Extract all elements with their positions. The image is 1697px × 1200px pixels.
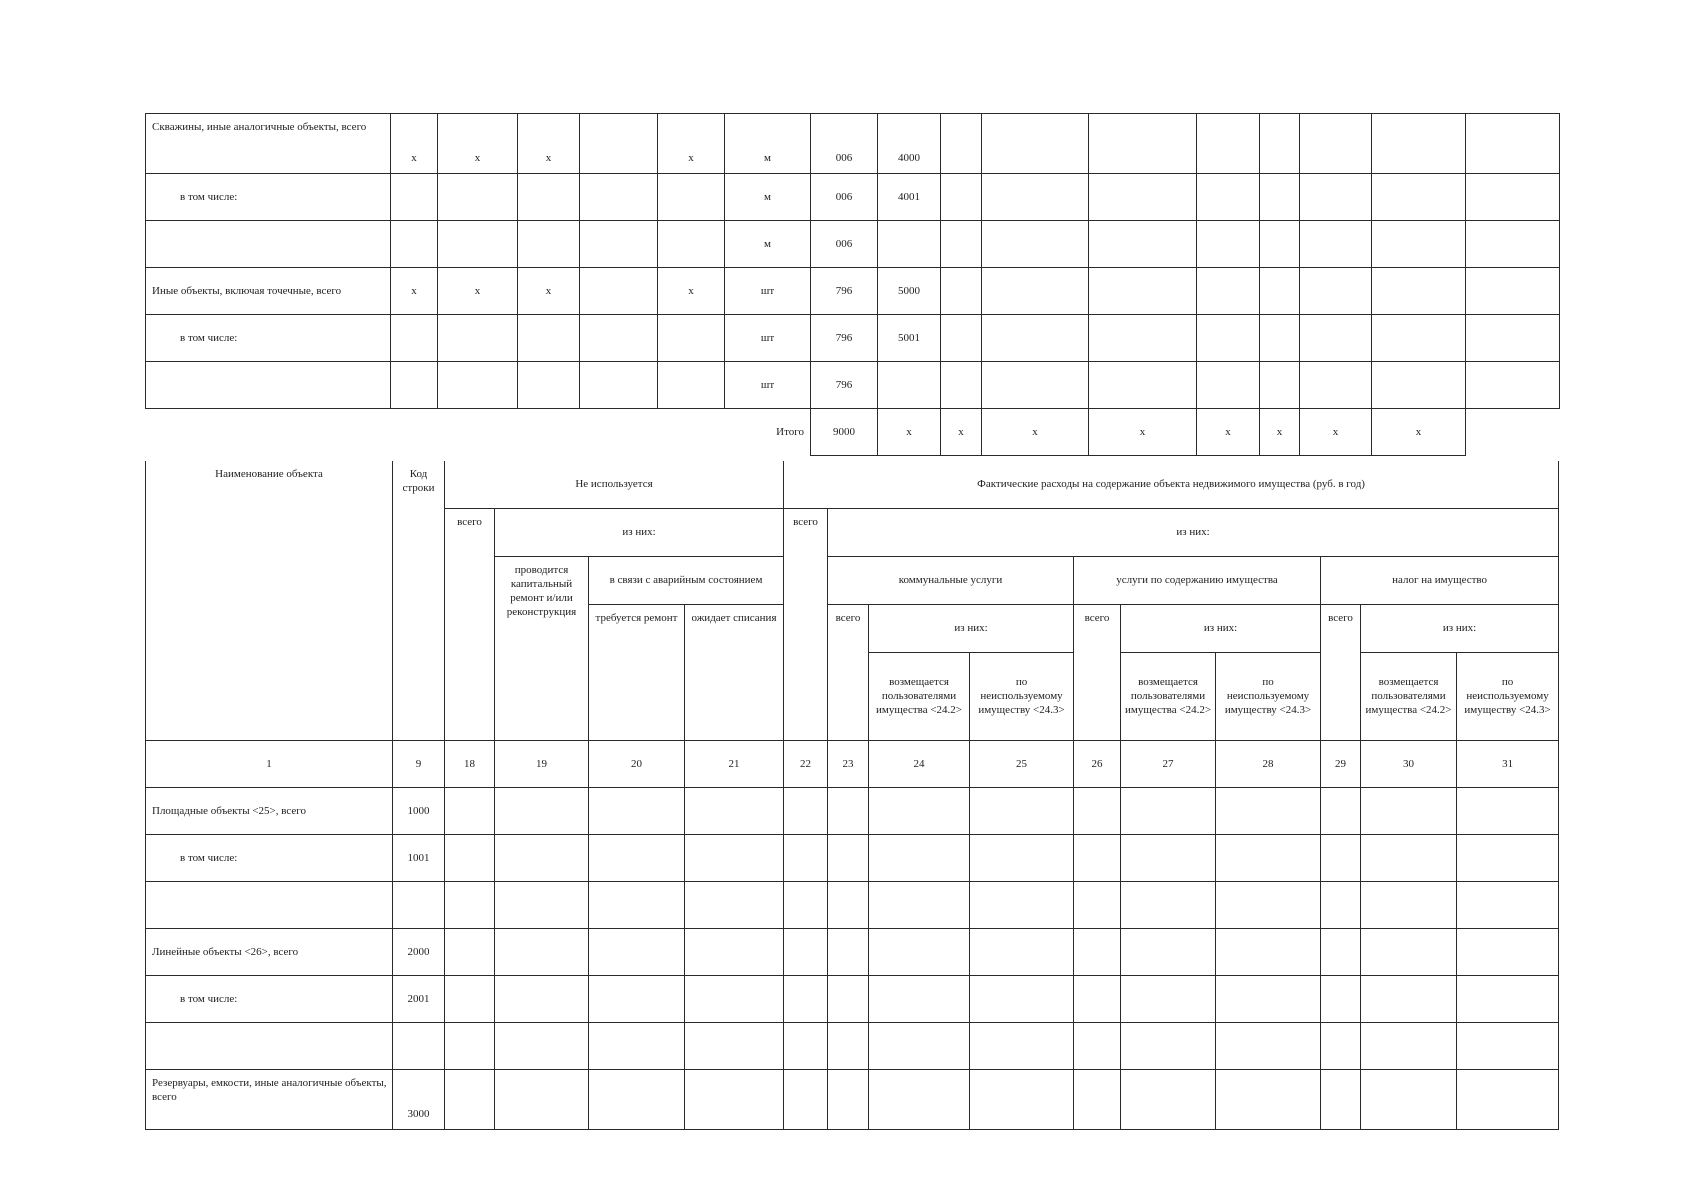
empty-cell [828,1022,869,1069]
empty-cell [970,834,1074,881]
empty-cell [970,1022,1074,1069]
empty-cell [869,928,970,975]
empty-cell [828,834,869,881]
empty-cell [1216,787,1321,834]
upper-table-row [146,268,1560,315]
empty-cell [1260,114,1300,174]
empty-cell [982,114,1089,174]
empty-cell [495,928,589,975]
cell-unit: м [725,174,811,221]
empty-cell [982,221,1089,268]
object-name-cell: Линейные объекты <26>, всего [146,928,393,975]
empty-cell [869,975,970,1022]
lower-table-row [146,787,1559,834]
header-utilities-reimbursed: возмещается пользователями имущества <24.2> [869,652,970,740]
empty-cell [589,928,685,975]
empty-cell [784,787,828,834]
empty-cell [941,268,982,315]
cell-unit: шт [725,315,811,362]
empty-cell [1300,315,1372,362]
cell-c3 [518,362,580,409]
empty-cell [1457,1022,1559,1069]
header-actual-expenses: Фактические расходы на содержание объекта недвижимого имущества (руб. в год) [784,461,1559,508]
header-utilities-of-them: из них: [869,604,1074,652]
empty-cell [1121,881,1216,928]
cell-c2 [438,362,518,409]
empty-cell [1300,114,1372,174]
cell-c4 [580,174,658,221]
cell-c5 [658,174,725,221]
empty-cell [970,1069,1074,1129]
empty-cell [869,787,970,834]
row-code-cell: 2001 [393,975,445,1022]
lower-table-row [146,1022,1559,1069]
empty-cell [685,834,784,881]
empty-cell [1300,174,1372,221]
cell-c3: х [518,114,580,174]
empty-cell [1089,315,1197,362]
empty-cell [1466,268,1560,315]
empty-cell [445,1069,495,1129]
empty-cell [685,975,784,1022]
empty-cell [589,1022,685,1069]
cell-code: 4001 [878,174,941,221]
empty-cell [1121,975,1216,1022]
header-tax-of-them: из них: [1361,604,1559,652]
empty-cell [970,928,1074,975]
row-code-cell [393,881,445,928]
empty-cell [1361,975,1457,1022]
row-code-cell: 3000 [393,1069,445,1129]
cell-c2 [438,221,518,268]
empty-cell [1260,315,1300,362]
header-awaiting-writeoff: ожидает списания [685,604,784,740]
cell-c5 [658,315,725,362]
empty-cell [1300,268,1372,315]
empty-cell [495,834,589,881]
empty-cell [970,975,1074,1022]
empty-cell [1466,221,1560,268]
header-expenses-of-them: из них: [828,508,1559,556]
cell-code: 4000 [878,114,941,174]
empty-cell [1457,881,1559,928]
empty-cell [869,1022,970,1069]
header-utilities-unused: по неиспользуемому имуществу <24.3> [970,652,1074,740]
empty-cell [1260,174,1300,221]
column-numbers-row [146,740,1559,787]
empty-cell [828,928,869,975]
empty-cell [1300,362,1372,409]
header-tax-reimbursed: возмещается пользователями имущества <24.2> [1361,652,1457,740]
cell-okei: 006 [811,114,878,174]
empty-cell [1372,268,1466,315]
empty-cell [445,834,495,881]
empty-cell [784,834,828,881]
cell-c1 [391,362,438,409]
column-number: 27 [1121,740,1216,787]
empty-cell [1372,362,1466,409]
cell-c4 [580,315,658,362]
object-name-cell [146,881,393,928]
empty-cell [1321,881,1361,928]
empty-cell [685,928,784,975]
header-maintenance-total: всего [1074,604,1121,740]
empty-cell [1074,834,1121,881]
object-name-cell: Иные объекты, включая точечные, всего [146,268,391,315]
header-object-name: Наименование объекта [146,461,393,740]
empty-cell [982,362,1089,409]
cell-unit: шт [725,268,811,315]
object-name-cell: Площадные объекты <25>, всего [146,787,393,834]
cell-okei: 006 [811,174,878,221]
cell-c3 [518,221,580,268]
empty-cell [784,881,828,928]
empty-cell [1321,787,1361,834]
empty-cell [1197,114,1260,174]
empty-cell [1074,787,1121,834]
header-not-used-total: всего [445,508,495,740]
empty-cell [1197,221,1260,268]
empty-cell [1466,174,1560,221]
empty-cell [1216,975,1321,1022]
header-maintenance-reimbursed: возмещается пользователями имущества <24.2> [1121,652,1216,740]
empty-cell [1074,928,1121,975]
object-name-cell: Скважины, иные аналогичные объекты, всего [146,114,391,174]
empty-cell [1372,174,1466,221]
empty-cell [1260,268,1300,315]
column-number: 31 [1457,740,1559,787]
empty-cell [1089,268,1197,315]
empty-cell [1216,928,1321,975]
total-mark: х [1300,409,1372,456]
cell-c3 [518,315,580,362]
header-property-tax: налог на имущество [1321,556,1559,604]
empty-cell [784,975,828,1022]
empty-cell [1260,362,1300,409]
empty-cell [869,881,970,928]
empty-cell [982,315,1089,362]
empty-cell [1121,787,1216,834]
cell-okei: 796 [811,268,878,315]
empty-cell [589,787,685,834]
empty-cell [495,975,589,1022]
empty-cell [1197,174,1260,221]
empty-cell [1457,975,1559,1022]
total-mark: х [1197,409,1260,456]
empty-cell [1121,928,1216,975]
empty-cell [784,1022,828,1069]
lower-table-row [146,881,1559,928]
cell-code [878,362,941,409]
cell-unit: м [725,114,811,174]
cell-c5 [658,221,725,268]
empty-cell [1361,834,1457,881]
empty-cell [828,881,869,928]
cell-c2 [438,315,518,362]
cell-c5 [658,362,725,409]
empty-cell [495,881,589,928]
empty-cell [1074,881,1121,928]
header-row-code: Код строки [393,461,445,740]
object-name-cell [146,362,391,409]
cell-c4 [580,114,658,174]
empty-cell [495,1022,589,1069]
column-number: 24 [869,740,970,787]
empty-cell [1121,1069,1216,1129]
empty-cell [828,975,869,1022]
cell-okei: 796 [811,362,878,409]
empty-cell [1321,975,1361,1022]
empty-cell [495,1069,589,1129]
header-maintenance-services: услуги по содержанию имущества [1074,556,1321,604]
upper-form-table [145,113,1560,456]
empty-cell [828,1069,869,1129]
object-name-cell [146,221,391,268]
empty-cell [1361,928,1457,975]
empty-cell [445,881,495,928]
object-name-cell: в том числе: [146,174,391,221]
header-emergency-state: в связи с аварийным состоянием [589,556,784,604]
empty-cell [869,834,970,881]
empty-cell [445,928,495,975]
upper-table-row [146,362,1560,409]
empty-cell [1074,1022,1121,1069]
column-number: 18 [445,740,495,787]
empty-cell [1197,315,1260,362]
empty-cell [784,1069,828,1129]
header-capital-repair: проводится капитальный ремонт и/или реконструкция [495,556,589,740]
empty-cell [941,221,982,268]
lower-table-row [146,1069,1559,1129]
upper-table-row [146,114,1560,174]
empty-cell [445,787,495,834]
column-number: 23 [828,740,869,787]
total-mark: х [1089,409,1197,456]
column-number: 28 [1216,740,1321,787]
empty-cell [1361,1069,1457,1129]
column-number: 25 [970,740,1074,787]
header-not-used: Не используется [445,461,784,508]
cell-c4 [580,221,658,268]
total-mark: х [982,409,1089,456]
empty-cell [970,881,1074,928]
column-number: 9 [393,740,445,787]
header-row-1 [146,461,1559,508]
empty-cell [941,315,982,362]
empty-cell [685,787,784,834]
empty-cell [1321,928,1361,975]
object-name-cell: в том числе: [146,975,393,1022]
total-mark: х [1260,409,1300,456]
empty-cell [982,268,1089,315]
column-number: 26 [1074,740,1121,787]
empty-cell [828,787,869,834]
empty-cell [941,362,982,409]
empty-cell [1466,362,1560,409]
row-code-cell [393,1022,445,1069]
empty-cell [685,1022,784,1069]
object-name-cell [146,1022,393,1069]
total-mark: х [878,409,941,456]
empty-cell [1074,1069,1121,1129]
lower-table-row [146,834,1559,881]
empty-cell [1321,834,1361,881]
empty-cell [1361,881,1457,928]
cell-c2 [438,174,518,221]
empty-cell [1074,975,1121,1022]
empty-cell [1216,1069,1321,1129]
empty-cell [1372,315,1466,362]
empty-cell [445,1022,495,1069]
empty-cell [941,174,982,221]
empty-cell [1300,221,1372,268]
upper-table-row [146,221,1560,268]
row-code-cell: 1000 [393,787,445,834]
cell-c1 [391,315,438,362]
cell-c1: х [391,114,438,174]
empty-cell [941,114,982,174]
total-label: Итого [146,409,811,456]
lower-form-table [145,461,1559,1130]
row-code-cell: 1001 [393,834,445,881]
header-needs-repair: требуется ремонт [589,604,685,740]
cell-code [878,221,941,268]
header-utilities: коммунальные услуги [828,556,1074,604]
empty-cell [1457,787,1559,834]
total-code: 9000 [811,409,878,456]
cell-c5: х [658,268,725,315]
empty-cell [1216,834,1321,881]
cell-unit: шт [725,362,811,409]
cell-c1: х [391,268,438,315]
empty-cell [1260,221,1300,268]
header-utilities-total: всего [828,604,869,740]
empty-cell [589,834,685,881]
empty-cell [784,928,828,975]
empty-cell [589,975,685,1022]
header-tax-unused: по неиспользуемому имуществу <24.3> [1457,652,1559,740]
lower-table-row [146,928,1559,975]
column-number: 1 [146,740,393,787]
empty-cell [1089,362,1197,409]
cell-c4 [580,268,658,315]
column-number: 21 [685,740,784,787]
empty-cell [970,787,1074,834]
cell-c3: х [518,268,580,315]
empty-cell [1089,174,1197,221]
cell-okei: 796 [811,315,878,362]
empty-cell [1457,928,1559,975]
empty-cell [1372,114,1466,174]
empty-cell [1121,834,1216,881]
cell-okei: 006 [811,221,878,268]
column-number: 22 [784,740,828,787]
object-name-cell: в том числе: [146,315,391,362]
cell-c1 [391,174,438,221]
header-maintenance-of-them: из них: [1121,604,1321,652]
column-number: 20 [589,740,685,787]
cell-c3 [518,174,580,221]
empty-cell [1216,881,1321,928]
header-expenses-total: всего [784,508,828,740]
empty-cell [589,881,685,928]
empty-cell [1466,114,1560,174]
column-number: 19 [495,740,589,787]
empty-cell [1089,221,1197,268]
empty-cell [1321,1022,1361,1069]
empty-cell [1197,268,1260,315]
empty-cell [1457,1069,1559,1129]
empty-cell [1197,362,1260,409]
cell-c5: х [658,114,725,174]
empty-cell [1361,787,1457,834]
upper-table-row [146,174,1560,221]
empty-cell [589,1069,685,1129]
empty-cell [495,787,589,834]
header-maintenance-unused: по неиспользуемому имуществу <24.3> [1216,652,1321,740]
object-name-cell: Резервуары, емкости, иные аналогичные объекты, всего [146,1069,393,1129]
empty-cell [1466,315,1560,362]
total-mark: х [941,409,982,456]
column-number: 30 [1361,740,1457,787]
cell-code: 5001 [878,315,941,362]
empty-cell [1372,221,1466,268]
row-code-cell: 2000 [393,928,445,975]
upper-table-row [146,315,1560,362]
empty-cell [1121,1022,1216,1069]
object-name-cell: в том числе: [146,834,393,881]
cell-c2: х [438,114,518,174]
empty-cell [1457,834,1559,881]
empty-cell [685,881,784,928]
empty-cell [445,975,495,1022]
empty-cell [1321,1069,1361,1129]
column-number: 29 [1321,740,1361,787]
lower-table-row [146,975,1559,1022]
cell-code: 5000 [878,268,941,315]
empty-cell [1216,1022,1321,1069]
total-mark: х [1372,409,1466,456]
empty-cell [685,1069,784,1129]
empty-cell [1089,114,1197,174]
empty-cell [869,1069,970,1129]
cell-c1 [391,221,438,268]
total-row [146,409,1560,456]
empty-cell [1361,1022,1457,1069]
header-tax-total: всего [1321,604,1361,740]
cell-c2: х [438,268,518,315]
empty-cell [982,174,1089,221]
cell-unit: м [725,221,811,268]
cell-c4 [580,362,658,409]
header-not-used-of-them: из них: [495,508,784,556]
